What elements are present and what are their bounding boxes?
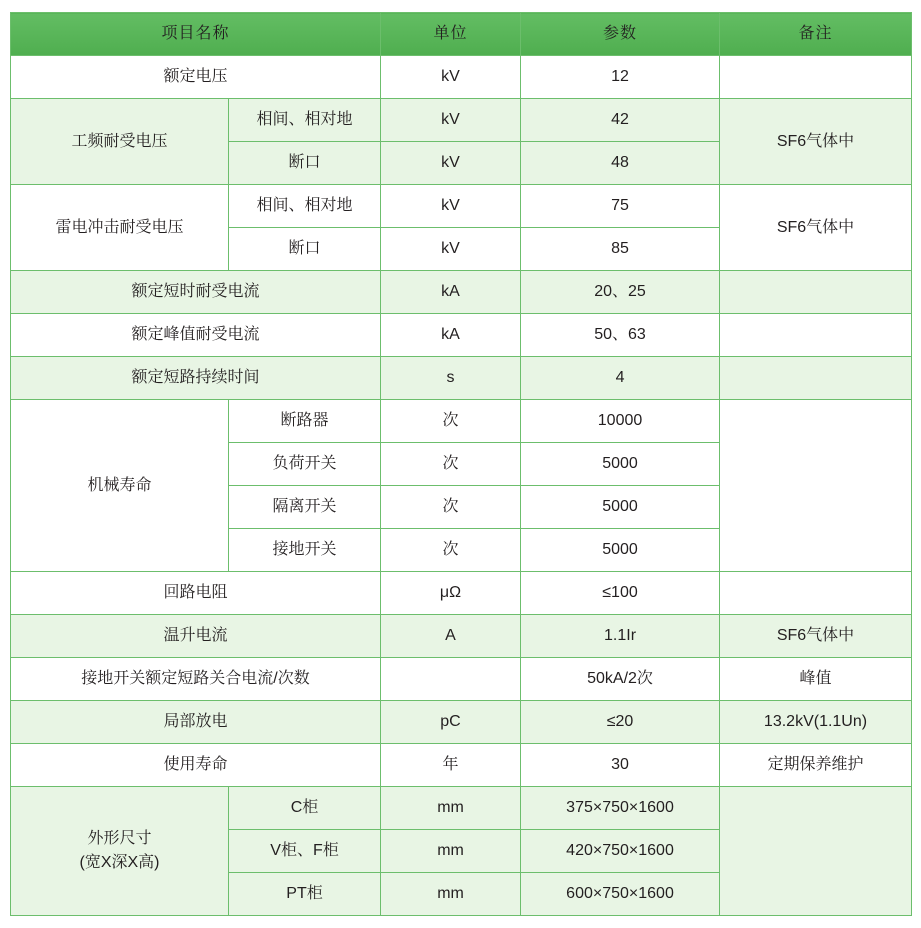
row-sublabel: 断口 <box>229 142 381 185</box>
header-cell-remark: 备注 <box>720 13 912 56</box>
row-value: 42 <box>521 99 720 142</box>
header-cell-unit: 单位 <box>381 13 521 56</box>
row-unit: 次 <box>381 529 521 572</box>
row-value: 75 <box>521 185 720 228</box>
row-sublabel: 隔离开关 <box>229 486 381 529</box>
table-row <box>11 99 912 142</box>
header-cell-name: 项目名称 <box>11 13 381 56</box>
row-value: ≤100 <box>521 572 720 615</box>
row-value: 30 <box>521 744 720 787</box>
row-unit: kV <box>381 142 521 185</box>
row-note: 13.2kV(1.1Un) <box>720 701 912 744</box>
row-unit: μΩ <box>381 572 521 615</box>
row-label-service-life: 使用寿命 <box>11 744 381 787</box>
row-note: 定期保养维护 <box>720 744 912 787</box>
row-unit: mm <box>381 830 521 873</box>
row-note <box>720 787 912 916</box>
header-cell-parameter: 参数 <box>521 13 720 56</box>
row-unit: 年 <box>381 744 521 787</box>
table-row <box>11 701 912 744</box>
row-note: SF6气体中 <box>720 99 912 185</box>
row-sublabel: 负荷开关 <box>229 443 381 486</box>
dimensions-label-line1: 外形尺寸 <box>87 830 152 847</box>
row-unit: kV <box>381 185 521 228</box>
row-sublabel: V柜、F柜 <box>229 830 381 873</box>
table-row <box>11 185 912 228</box>
row-note <box>720 271 912 314</box>
row-value: 4 <box>521 357 720 400</box>
row-value: 600×750×1600 <box>521 873 720 916</box>
row-value: 10000 <box>521 400 720 443</box>
row-unit: mm <box>381 787 521 830</box>
row-label-rated-voltage: 额定电压 <box>11 56 381 99</box>
row-label-mechanical-life: 机械寿命 <box>11 400 229 572</box>
table-row <box>11 314 912 357</box>
table-row <box>11 357 912 400</box>
row-note: SF6气体中 <box>720 615 912 658</box>
row-label-lightning-impulse-withstand: 雷电冲击耐受电压 <box>11 185 229 271</box>
row-unit: kA <box>381 314 521 357</box>
row-label-loop-resistance: 回路电阻 <box>11 572 381 615</box>
row-sublabel: 接地开关 <box>229 529 381 572</box>
table-body <box>11 56 912 916</box>
row-label-earthing-switch-making-current: 接地开关额定短路关合电流/次数 <box>11 658 381 701</box>
technical-parameters-table <box>10 12 912 916</box>
table-row <box>11 744 912 787</box>
row-note: SF6气体中 <box>720 185 912 271</box>
row-unit: A <box>381 615 521 658</box>
table-row <box>11 658 912 701</box>
row-note <box>720 314 912 357</box>
row-value: 5000 <box>521 529 720 572</box>
row-label-power-frequency-withstand: 工频耐受电压 <box>11 99 229 185</box>
table-row <box>11 400 912 443</box>
row-value: 375×750×1600 <box>521 787 720 830</box>
row-unit: kV <box>381 228 521 271</box>
row-value: 1.1Ir <box>521 615 720 658</box>
row-unit: 次 <box>381 400 521 443</box>
table-row <box>11 56 912 99</box>
row-label-partial-discharge: 局部放电 <box>11 701 381 744</box>
row-sublabel: C柜 <box>229 787 381 830</box>
row-label-temperature-rise-current: 温升电流 <box>11 615 381 658</box>
table-row <box>11 271 912 314</box>
row-sublabel: 相间、相对地 <box>229 99 381 142</box>
row-note <box>720 400 912 572</box>
row-unit: mm <box>381 873 521 916</box>
row-note <box>720 572 912 615</box>
row-value: ≤20 <box>521 701 720 744</box>
row-value: 50、63 <box>521 314 720 357</box>
row-note <box>720 357 912 400</box>
row-value: 50kA/2次 <box>521 658 720 701</box>
row-value: 85 <box>521 228 720 271</box>
row-unit: kA <box>381 271 521 314</box>
row-label-rated-short-time-current: 额定短时耐受电流 <box>11 271 381 314</box>
row-unit: kV <box>381 99 521 142</box>
row-unit: kV <box>381 56 521 99</box>
row-note: 峰值 <box>720 658 912 701</box>
row-label-rated-short-circuit-duration: 额定短路持续时间 <box>11 357 381 400</box>
dimensions-label-line2: (宽X深X高) <box>79 854 160 871</box>
table-row <box>11 787 912 830</box>
row-label-rated-peak-current: 额定峰值耐受电流 <box>11 314 381 357</box>
row-unit <box>381 658 521 701</box>
row-label-dimensions <box>11 787 229 916</box>
row-value: 5000 <box>521 443 720 486</box>
row-sublabel: 断口 <box>229 228 381 271</box>
row-unit: 次 <box>381 486 521 529</box>
row-sublabel: 相间、相对地 <box>229 185 381 228</box>
row-value: 420×750×1600 <box>521 830 720 873</box>
row-unit: 次 <box>381 443 521 486</box>
row-sublabel: PT柜 <box>229 873 381 916</box>
table-row <box>11 572 912 615</box>
row-value: 5000 <box>521 486 720 529</box>
row-note <box>720 56 912 99</box>
row-sublabel: 断路器 <box>229 400 381 443</box>
row-value: 48 <box>521 142 720 185</box>
table-row <box>11 615 912 658</box>
row-value: 20、25 <box>521 271 720 314</box>
header-row <box>11 13 912 56</box>
table-header <box>11 13 912 56</box>
row-value: 12 <box>521 56 720 99</box>
row-unit: pC <box>381 701 521 744</box>
row-unit: s <box>381 357 521 400</box>
